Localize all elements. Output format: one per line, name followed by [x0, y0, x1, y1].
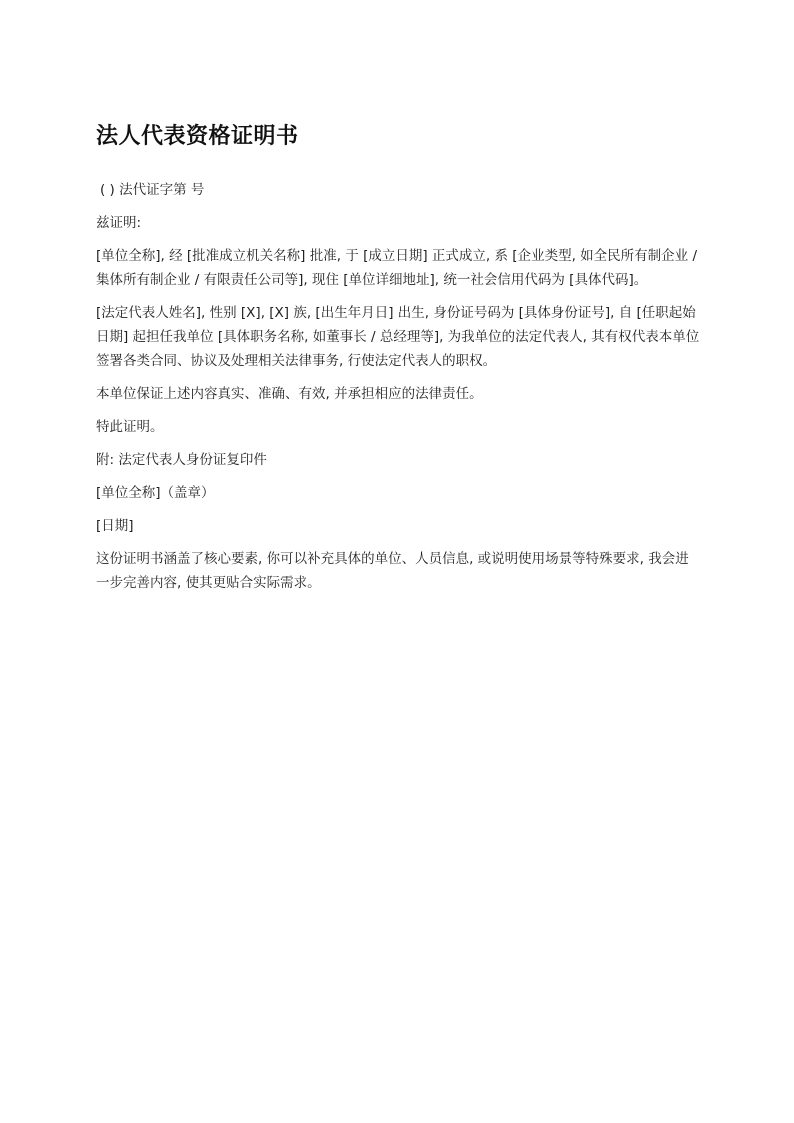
salutation: 兹证明: — [96, 215, 142, 231]
date-line: [日期] — [96, 518, 134, 534]
attachment-line: 附: 法定代表人身份证复印件 — [96, 452, 267, 468]
representative-info-paragraph: [法定代表人姓名], 性别 [X], [X] 族, [出生年月日] 出生, 身份证号码为 [具体身份证号], 自 [任职起始日期] 起担任我单位 [具体职务名称, 如董事长 / 总经理等], 为我单位的法定代表人, 其有权代表本单位签署各类合同、协议及处理相关法律事务, 行使法定代表人的职权。 — [96, 305, 700, 369]
assistant-note: 这份证明书涵盖了核心要素, 你可以补充具体的单位、人员信息, 或说明使用场景等特殊要求, 我会进一步完善内容, 使其更贴合实际需求。 — [96, 551, 689, 591]
company-info-paragraph: [单位全称], 经 [批准成立机关名称] 批准, 于 [成立日期] 正式成立, 系 [企业类型, 如全民所有制企业 / 集体所有制企业 / 有限责任公司等], 现住 [单位详细地址], 统一社会信用代码为 [具体代码]。 — [96, 248, 697, 288]
reference-number-line: ( ) 法代证字第 号 — [100, 182, 205, 198]
closing-line: 特此证明。 — [96, 419, 164, 435]
guarantee-paragraph: 本单位保证上述内容真实、准确、有效, 并承担相应的法律责任。 — [96, 386, 483, 402]
document-body — [96, 118, 702, 604]
document-title: 法人代表资格证明书 — [96, 124, 299, 149]
signature-line: [单位全称]（盖章） — [96, 485, 215, 501]
